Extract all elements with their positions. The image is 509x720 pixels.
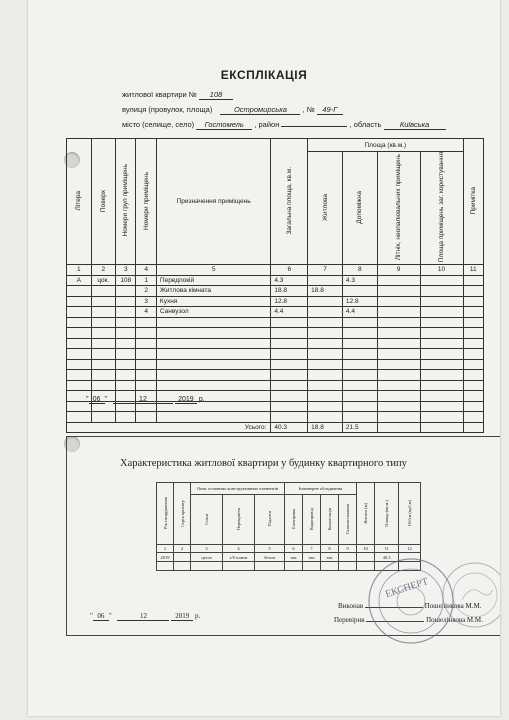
street-value: Остромирська xyxy=(220,105,300,115)
table-row: А цок. 108 1 Передпокій 4.3 4.3 xyxy=(67,275,484,286)
city-value: Гостомель xyxy=(196,120,252,130)
col-year: Рік спорудження xyxy=(157,483,174,545)
empty-row xyxy=(67,380,484,391)
characteristics-title: Характеристика житлової квартири у будинку квартирного типу xyxy=(120,458,407,469)
document-title: ЕКСПЛІКАЦІЯ xyxy=(220,68,308,82)
checker-signature: Перевірив Пошелінкова М.М. xyxy=(334,616,483,624)
table-row: 2019 цегла з/б плити бетон так так так 40.3 xyxy=(157,553,421,562)
stamp-text: ЕКСПЕРТ xyxy=(384,576,430,601)
column-numbers-row: 1 2 3 4 5 6 7 8 9 10 11 12 xyxy=(157,545,421,553)
total-aux: 21.5 xyxy=(342,422,377,433)
col-water: Водопровід xyxy=(303,495,321,545)
city-line: місто (селище, село) Гостомель , район , область Київська xyxy=(122,120,446,130)
house-number: 49-Г xyxy=(317,105,343,115)
table-row: 2 Житлова кімната 18.8 18.8 xyxy=(67,286,484,297)
apartment-number: 108 xyxy=(199,90,233,100)
date-line-1: " 06 " 12 2019 р. xyxy=(86,396,205,403)
apartment-line: житлової квартири № 108 xyxy=(122,90,233,100)
col-group: Номери груп приміщень xyxy=(116,139,136,265)
col-litera: Літера xyxy=(67,139,92,265)
area-group-header: Площа (кв.м.) xyxy=(308,139,463,152)
empty-row xyxy=(67,317,484,328)
col-gas: Газопостачання xyxy=(339,495,357,545)
document-page xyxy=(28,0,500,716)
district-value xyxy=(281,126,347,127)
total-area: 40.3 xyxy=(271,422,308,433)
empty-row xyxy=(67,349,484,360)
col-purpose: Призначення приміщень xyxy=(156,139,270,265)
empty-row xyxy=(67,338,484,349)
col-elec: Електрика xyxy=(285,495,303,545)
col-aux: Допоміжна xyxy=(342,152,377,265)
col-partitions: Перекриття xyxy=(223,495,255,545)
col-room: Номери приміщень xyxy=(136,139,156,265)
struct-group-header: Опис основних конструктивних елементів xyxy=(191,483,285,495)
table-row: 4 Санвузол 4.4 4.4 xyxy=(67,307,484,318)
explication-table xyxy=(66,138,484,433)
equip-group-header: Інженерне обладнання xyxy=(285,483,357,495)
total-living: 18.8 xyxy=(308,422,343,433)
col-floors: Підлоги xyxy=(255,495,285,545)
col-common: Площа приміщень заг. користування xyxy=(420,152,463,265)
column-numbers-row: 1 2 3 4 5 6 7 8 9 10 11 xyxy=(67,265,484,276)
col-height: Висота (м) xyxy=(357,483,375,545)
col-note: Примітка xyxy=(463,139,484,265)
empty-row xyxy=(67,370,484,381)
empty-row xyxy=(67,359,484,370)
col-summer: Літніх, неопалювальних приміщень xyxy=(377,152,420,265)
street-line: вулиця (провулок, площа) Остромирська , № 49-Г xyxy=(122,105,343,115)
col-walls: Стіни xyxy=(191,495,223,545)
table-row: 3 Кухня 12.8 12.8 xyxy=(67,296,484,307)
total-row xyxy=(67,422,484,433)
total-label: Усього: xyxy=(67,422,271,433)
seal-stamp-icon xyxy=(440,560,500,630)
col-series: Серія проекту xyxy=(174,483,191,545)
date-line-2: " 06 " 12 2019 р. xyxy=(90,612,201,620)
col-total: Загальна площа, кв.м. xyxy=(271,139,308,265)
col-area: Площа (кв.м.) xyxy=(375,483,399,545)
empty-row xyxy=(67,328,484,339)
col-sewer: Каналізація xyxy=(321,495,339,545)
col-living: Житлова xyxy=(308,152,343,265)
region-value: Київська xyxy=(384,120,446,130)
col-storey: Поверх xyxy=(91,139,116,265)
empty-row xyxy=(67,412,484,423)
executor-signature: Виконав Пошелінкова М.М. xyxy=(338,602,482,610)
col-volume: Об'єм (куб.м) xyxy=(399,483,421,545)
